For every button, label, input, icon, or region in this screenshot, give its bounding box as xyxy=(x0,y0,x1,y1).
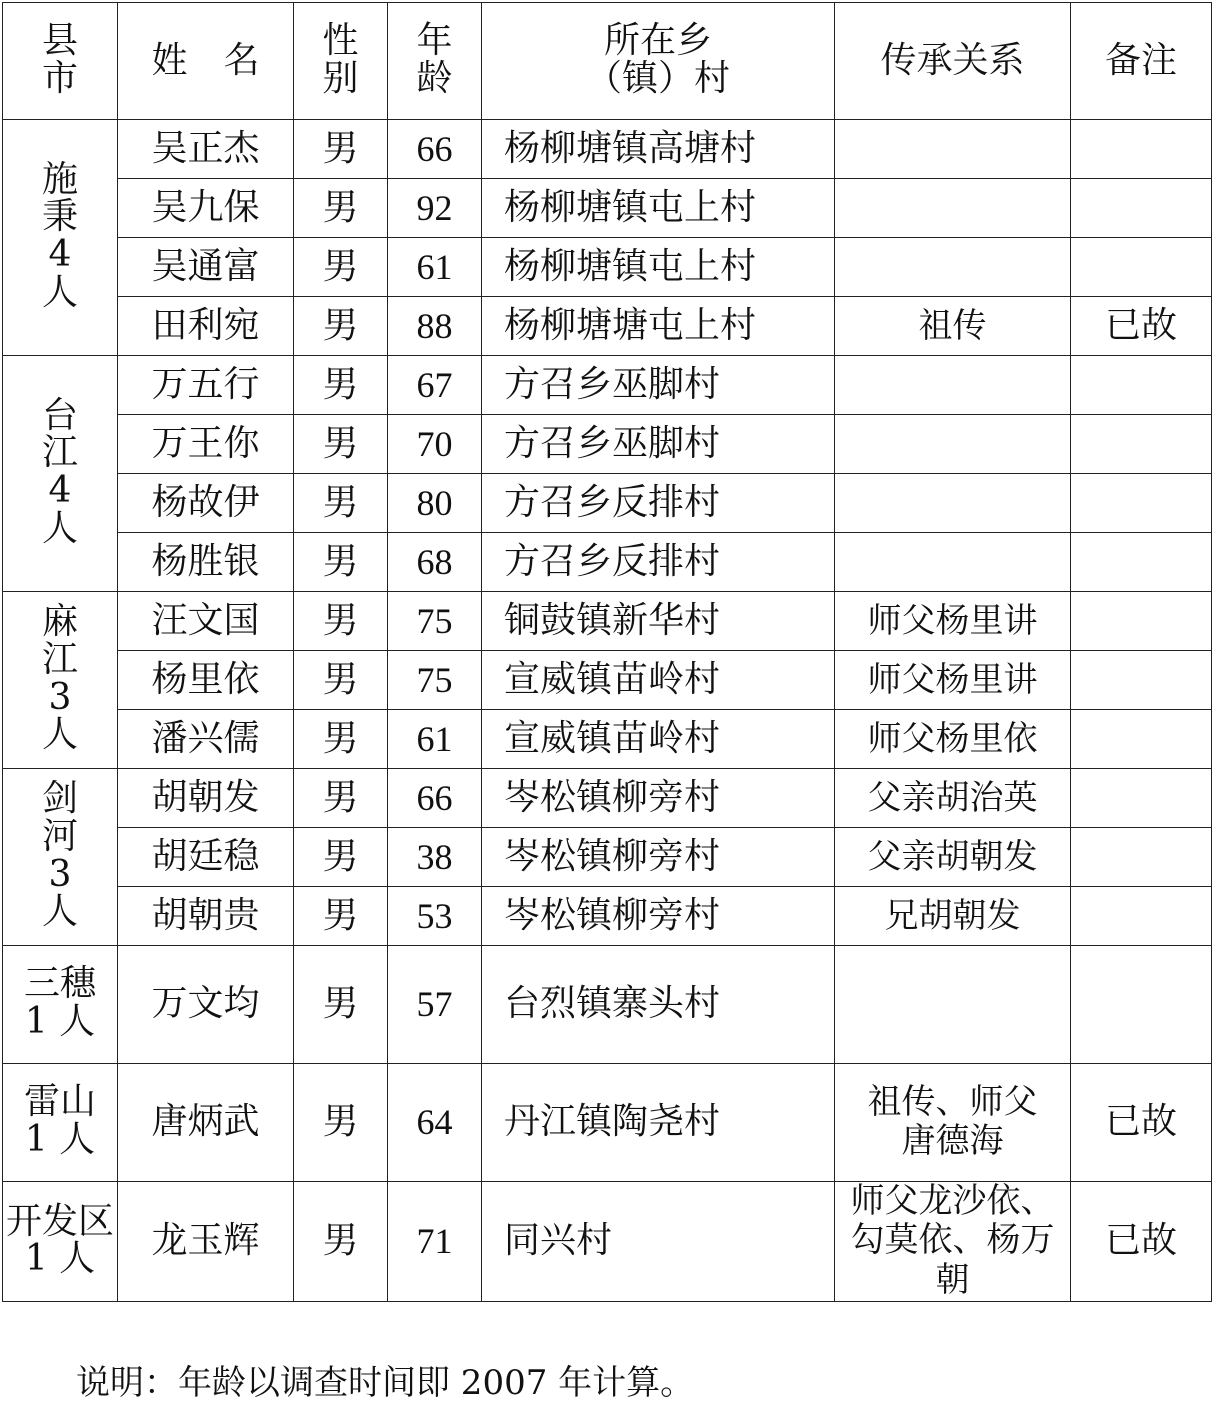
relation-cell xyxy=(835,710,1071,769)
county-cell xyxy=(3,356,118,592)
sex-cell: 男 xyxy=(294,710,388,769)
relation-cell xyxy=(835,592,1071,651)
note-cell xyxy=(1071,415,1212,474)
table-row xyxy=(3,946,1212,1064)
table-row xyxy=(3,533,1212,592)
note-cell xyxy=(1071,887,1212,946)
relation-text: 祖传 xyxy=(918,305,987,346)
table-row xyxy=(3,592,1212,651)
header-relation: 传承关系 xyxy=(835,3,1071,120)
relation-cell xyxy=(835,887,1071,946)
place-cell: 方召乡巫脚村 xyxy=(482,415,835,474)
sex-cell: 男 xyxy=(294,1182,388,1302)
place-cell: 丹江镇陶尧村 xyxy=(482,1064,835,1182)
age-cell: 66 xyxy=(388,120,482,179)
age-cell: 57 xyxy=(388,946,482,1064)
sex-cell: 男 xyxy=(294,120,388,179)
table-row xyxy=(3,415,1212,474)
name-cell: 胡朝发 xyxy=(118,769,294,828)
sex-cell: 男 xyxy=(294,1064,388,1182)
sex-cell: 男 xyxy=(294,533,388,592)
place-cell: 岑松镇柳旁村 xyxy=(482,828,835,887)
age-cell: 61 xyxy=(388,238,482,297)
county-label: 雷山 1 人 xyxy=(23,1081,96,1161)
sex-cell: 男 xyxy=(294,769,388,828)
note-cell xyxy=(1071,533,1212,592)
county-label: 施 秉 4 人 xyxy=(41,158,78,313)
relation-cell xyxy=(835,238,1071,297)
sex-cell: 男 xyxy=(294,179,388,238)
table-row xyxy=(3,769,1212,828)
age-cell: 53 xyxy=(388,887,482,946)
table-row xyxy=(3,828,1212,887)
footnote: 说明：年龄以调查时间即 2007 年计算。 xyxy=(76,1363,695,1403)
place-cell: 杨柳塘塘屯上村 xyxy=(482,297,835,356)
table-row xyxy=(3,651,1212,710)
note-cell xyxy=(1071,120,1212,179)
note-cell xyxy=(1071,474,1212,533)
table-row xyxy=(3,887,1212,946)
name-cell: 唐炳武 xyxy=(118,1064,294,1182)
place-cell: 岑松镇柳旁村 xyxy=(482,769,835,828)
place-cell: 台烈镇寨头村 xyxy=(482,946,835,1064)
header-sex: 性 别 xyxy=(294,3,388,120)
relation-text: 祖传、师父 唐德海 xyxy=(867,1081,1038,1161)
name-cell: 龙玉辉 xyxy=(118,1182,294,1302)
name-cell: 田利宛 xyxy=(118,297,294,356)
name-cell: 吴正杰 xyxy=(118,120,294,179)
relation-cell xyxy=(835,1182,1071,1302)
relation-cell xyxy=(835,946,1071,1064)
table-row xyxy=(3,120,1212,179)
name-cell: 万文均 xyxy=(118,946,294,1064)
note-cell xyxy=(1071,710,1212,769)
name-cell: 汪文国 xyxy=(118,592,294,651)
relation-text: 兄胡朝发 xyxy=(884,895,1021,936)
name-cell: 杨胜银 xyxy=(118,533,294,592)
relation-cell xyxy=(835,474,1071,533)
age-cell: 66 xyxy=(388,769,482,828)
sex-cell: 男 xyxy=(294,238,388,297)
sex-cell: 男 xyxy=(294,592,388,651)
header-county: 县 市 xyxy=(3,3,118,120)
note-cell: 已故 xyxy=(1071,1182,1212,1302)
relation-text: 师父龙沙依、 勾莫依、杨万朝 xyxy=(850,1181,1055,1300)
relation-cell xyxy=(835,828,1071,887)
place-cell: 宣威镇苗岭村 xyxy=(482,651,835,710)
sex-cell: 男 xyxy=(294,297,388,356)
relation-cell xyxy=(835,769,1071,828)
age-cell: 70 xyxy=(388,415,482,474)
place-cell: 宣威镇苗岭村 xyxy=(482,710,835,769)
relation-cell xyxy=(835,297,1071,356)
relation-cell xyxy=(835,120,1071,179)
sex-cell: 男 xyxy=(294,828,388,887)
place-cell: 杨柳塘镇屯上村 xyxy=(482,238,835,297)
relation-text: 父亲胡朝发 xyxy=(867,836,1038,877)
relation-cell xyxy=(835,179,1071,238)
county-label: 开发区 1 人 xyxy=(5,1200,114,1280)
header-note: 备注 xyxy=(1071,3,1212,120)
note-cell xyxy=(1071,592,1212,651)
county-cell xyxy=(3,946,118,1064)
relation-cell xyxy=(835,415,1071,474)
sex-cell: 男 xyxy=(294,651,388,710)
relation-text: 师父杨里讲 xyxy=(867,659,1038,700)
age-cell: 92 xyxy=(388,179,482,238)
note-cell xyxy=(1071,946,1212,1064)
name-cell: 胡朝贵 xyxy=(118,887,294,946)
age-cell: 68 xyxy=(388,533,482,592)
name-cell: 吴通富 xyxy=(118,238,294,297)
inheritors-table xyxy=(2,2,1212,1302)
table-row xyxy=(3,356,1212,415)
table-row xyxy=(3,297,1212,356)
header-place: 所在乡 （镇）村 xyxy=(482,3,835,120)
county-label: 麻 江 3 人 xyxy=(41,601,78,756)
header-age: 年 龄 xyxy=(388,3,482,120)
county-cell xyxy=(3,769,118,946)
relation-cell xyxy=(835,533,1071,592)
age-cell: 88 xyxy=(388,297,482,356)
table-row xyxy=(3,1064,1212,1182)
name-cell: 胡廷稳 xyxy=(118,828,294,887)
table-body xyxy=(3,120,1212,1302)
note-cell xyxy=(1071,179,1212,238)
name-cell: 杨故伊 xyxy=(118,474,294,533)
county-label: 剑 河 3 人 xyxy=(41,778,78,933)
relation-text: 师父杨里依 xyxy=(867,718,1038,759)
age-cell: 64 xyxy=(388,1064,482,1182)
table-row xyxy=(3,1182,1212,1302)
note-cell: 已故 xyxy=(1071,297,1212,356)
note-cell xyxy=(1071,651,1212,710)
table-row xyxy=(3,179,1212,238)
age-cell: 75 xyxy=(388,592,482,651)
note-cell: 已故 xyxy=(1071,1064,1212,1182)
relation-cell xyxy=(835,356,1071,415)
county-cell xyxy=(3,1182,118,1302)
age-cell: 38 xyxy=(388,828,482,887)
county-label: 三穗 1 人 xyxy=(23,963,96,1043)
sex-cell: 男 xyxy=(294,474,388,533)
table-row xyxy=(3,710,1212,769)
place-cell: 铜鼓镇新华村 xyxy=(482,592,835,651)
name-cell: 吴九保 xyxy=(118,179,294,238)
relation-cell xyxy=(835,1064,1071,1182)
relation-text: 父亲胡治英 xyxy=(867,777,1038,818)
sex-cell: 男 xyxy=(294,946,388,1064)
place-cell: 方召乡反排村 xyxy=(482,474,835,533)
place-cell: 同兴村 xyxy=(482,1182,835,1302)
note-cell xyxy=(1071,238,1212,297)
name-cell: 杨里依 xyxy=(118,651,294,710)
place-cell: 杨柳塘镇高塘村 xyxy=(482,120,835,179)
note-cell xyxy=(1071,769,1212,828)
sex-cell: 男 xyxy=(294,415,388,474)
county-cell xyxy=(3,120,118,356)
age-cell: 67 xyxy=(388,356,482,415)
sex-cell: 男 xyxy=(294,887,388,946)
age-cell: 75 xyxy=(388,651,482,710)
name-cell: 潘兴儒 xyxy=(118,710,294,769)
place-cell: 岑松镇柳旁村 xyxy=(482,887,835,946)
county-cell xyxy=(3,1064,118,1182)
note-cell xyxy=(1071,356,1212,415)
name-cell: 万五行 xyxy=(118,356,294,415)
place-cell: 方召乡反排村 xyxy=(482,533,835,592)
note-cell xyxy=(1071,828,1212,887)
relation-cell xyxy=(835,651,1071,710)
age-cell: 61 xyxy=(388,710,482,769)
county-cell xyxy=(3,592,118,769)
county-label: 台 江 4 人 xyxy=(41,394,78,549)
age-cell: 80 xyxy=(388,474,482,533)
sex-cell: 男 xyxy=(294,356,388,415)
name-cell: 万王你 xyxy=(118,415,294,474)
header-row xyxy=(3,3,1212,120)
header-name: 姓 名 xyxy=(118,3,294,120)
table-row xyxy=(3,474,1212,533)
table-row xyxy=(3,238,1212,297)
place-cell: 杨柳塘镇屯上村 xyxy=(482,179,835,238)
place-cell: 方召乡巫脚村 xyxy=(482,356,835,415)
age-cell: 71 xyxy=(388,1182,482,1302)
relation-text: 师父杨里讲 xyxy=(867,600,1038,641)
